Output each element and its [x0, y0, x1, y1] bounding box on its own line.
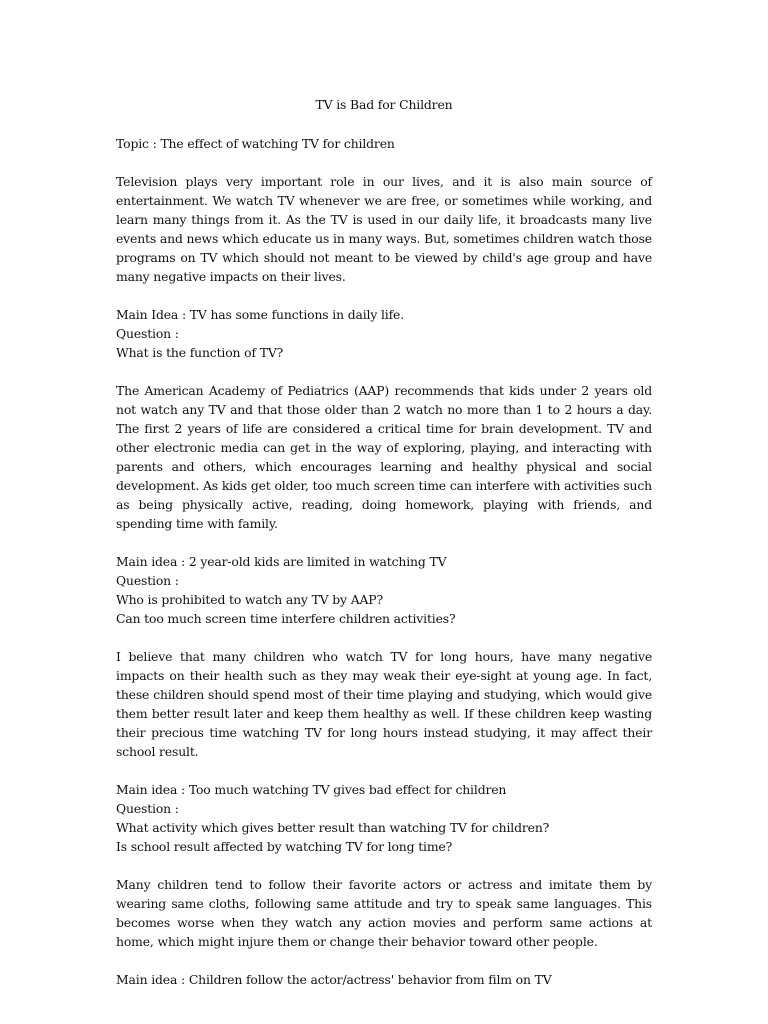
question-label-3: Question : [116, 801, 179, 816]
main-idea-1: Main Idea : TV has some functions in daily life. [116, 307, 405, 322]
document-content [116, 95, 652, 989]
section-main-idea-2 [116, 552, 652, 628]
question-label-1: Question : [116, 326, 179, 341]
question-2-2: Can too much screen time interfere children activities? [116, 611, 456, 626]
section-main-idea-1 [116, 305, 652, 362]
question-label-2: Question : [116, 573, 179, 588]
section-main-idea-4 [116, 970, 652, 989]
topic-line: Topic : The effect of watching TV for children [116, 136, 395, 151]
main-idea-3: Main idea : Too much watching TV gives bad effect for children [116, 782, 507, 797]
main-idea-4: Main idea : Children follow the actor/actress' behavior from film on TV [116, 972, 552, 987]
question-1-1: What is the function of TV? [116, 345, 284, 360]
question-3-2: Is school result affected by watching TV for long time? [116, 839, 453, 854]
main-idea-2: Main idea : 2 year-old kids are limited in watching TV [116, 554, 447, 569]
question-3-1: What activity which gives better result than watching TV for children? [116, 820, 550, 835]
document-title: TV is Bad for Children [315, 97, 453, 112]
paragraph-imitation: Many children tend to follow their favorite actors or actress and imitate them by wearing same cloths, following same attitude and try to speak same languages. This becomes worse when they watch any action movies and perform same actions at home, which might injure them or change their behavior toward other people. [116, 877, 652, 949]
section-main-idea-3 [116, 780, 652, 856]
paragraph-intro: Television plays very important role in our lives, and it is also main source of entertainment. We watch TV whenever we are free, or sometimes while working, and learn many things from it. As the TV is used in our daily life, it broadcasts many live events and news which educate us in many ways. But, sometimes children watch those programs on TV which should not meant to be viewed by child's age group and have many negative impacts on their lives. [116, 174, 652, 284]
paragraph-aap: The American Academy of Pediatrics (AAP) recommends that kids under 2 years old not watch any TV and that those older than 2 watch no more than 1 to 2 hours a day. The first 2 years of life are considered a critical time for brain development. TV and other electronic media can get in the way of exploring, playing, and interacting with parents and others, which encourages learning and healthy physical and social development. As kids get older, too much screen time can interfere with activities such as being physically active, reading, doing homework, playing with friends, and spending time with family. [116, 383, 652, 531]
paragraph-belief: I believe that many children who watch TV for long hours, have many negative impacts on their health such as they may weak their eye-sight at young age. In fact, these children should spend most of their time playing and studying, which would give them better result later and keep them healthy as well. If these children keep wasting their precious time watching TV for long hours instead studying, it may affect their school result. [116, 649, 652, 759]
question-2-1: Who is prohibited to watch any TV by AAP? [116, 592, 383, 607]
